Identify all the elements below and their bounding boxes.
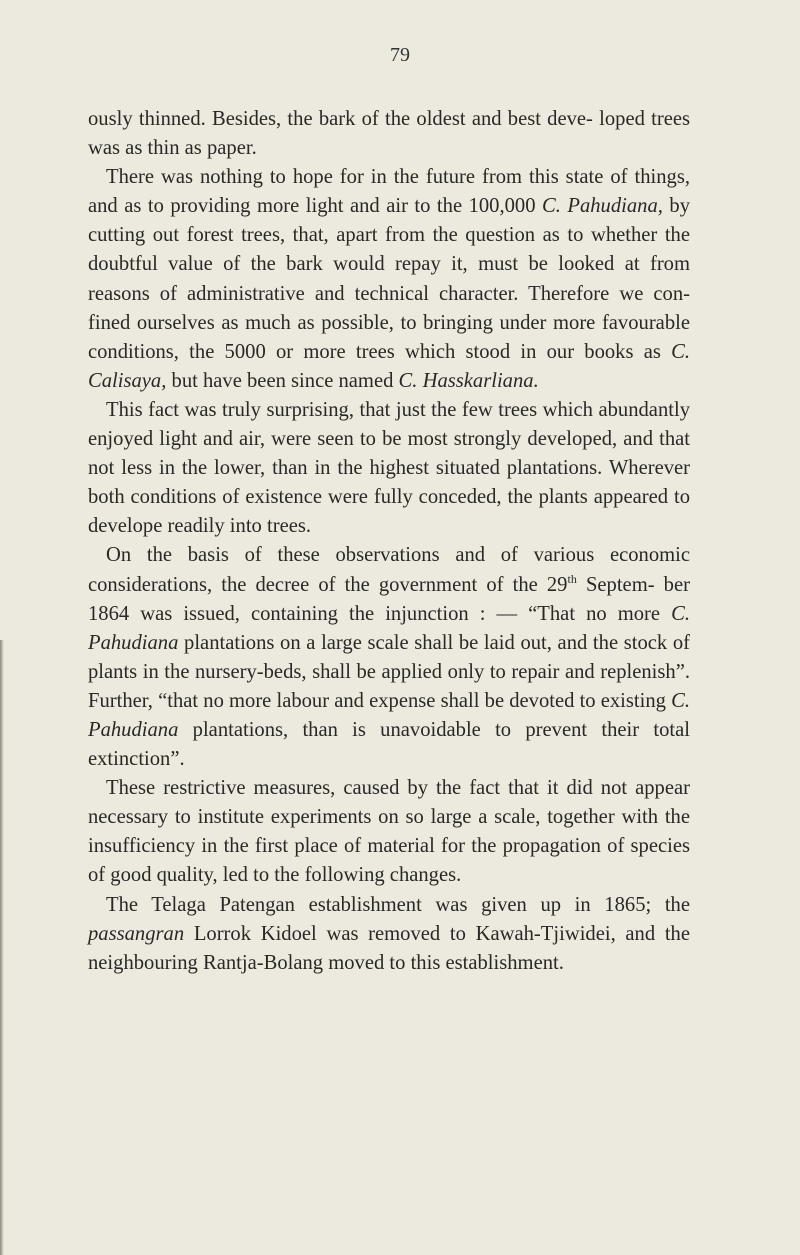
species-name: C. Calisaya, xyxy=(88,340,690,392)
paragraph-light-and-air xyxy=(88,396,690,541)
text-run: Lorrok Kidoel was removed to Kawah-Tjiwidei, and the neighbouring Rantja-Bolang moved to this establishment. xyxy=(88,922,690,974)
paragraph-text: This fact was truly surprising, that just the few trees which abundantly enjoyed light and air, were seen to be most strongly developed, and that not less in the lower, than in the highest situated plantations. Wherever both conditions of existence were fully conceded, the plants appeared to develope readily into trees. xyxy=(88,398,690,538)
page-number: 79 xyxy=(390,44,410,66)
paragraph-text: ously thinned. Besides, the bark of the oldest and best deve- loped trees was as thin as paper. xyxy=(88,108,690,160)
text-run: by cutting out forest trees, that, apart from the question as to whether the doubtful value of the bark would repay it, must be looked at from reasons of administrative and technical character. Therefore we con- fined ourselves as much as possible, to bringing under more favourable conditions, the 5000 or more trees which stood in our books as xyxy=(88,195,690,363)
text-run: plantations on a large scale shall be laid out, and the stock of plants in the nursery-beds, shall be applied only to repair and replenish”. Further, “that no more labour and expense shall be devoted to existing xyxy=(88,631,690,712)
species-name: C. Pahudiana xyxy=(88,689,690,741)
paragraph-telaga-patengan xyxy=(88,891,690,978)
species-name: C. Pahudiana xyxy=(88,602,690,654)
species-name: C. Hasskarliana. xyxy=(398,369,539,392)
text-run: Septem- ber 1864 was issued, containing the injunction : — “That no more xyxy=(88,573,690,625)
ordinal-suffix: th xyxy=(567,571,577,586)
paragraph-government-decree xyxy=(88,541,690,774)
text-run: The Telaga Patengan establishment was given up in 1865; the xyxy=(106,893,690,916)
paragraph-restrictive-measures xyxy=(88,774,690,890)
species-name: C. Pahudiana, xyxy=(542,195,663,218)
text-run: On the basis of these observations and of various economic considerations, the decree of the government of the 29 xyxy=(88,544,690,596)
paragraph-continuation xyxy=(88,105,690,163)
passangran-term: passangran xyxy=(88,922,185,945)
body-text xyxy=(88,105,690,978)
page-edge-shadow xyxy=(0,640,4,1255)
paragraph-text: These restrictive measures, caused by the fact that it did not appear necessary to institute experiments on so large a scale, together with the insufficiency in the first place of material for the propagation of species of good quality, led to the following changes. xyxy=(88,777,690,887)
paragraph-pahudiana-thinning xyxy=(88,163,690,396)
text-run: but have been since named xyxy=(166,369,399,392)
text-run: plantations, than is unavoidable to prevent their total extinction”. xyxy=(88,718,690,771)
text-run: There was nothing to hope for in the future from this state of things, and as to providing more light and air to the 100,000 xyxy=(88,166,690,218)
